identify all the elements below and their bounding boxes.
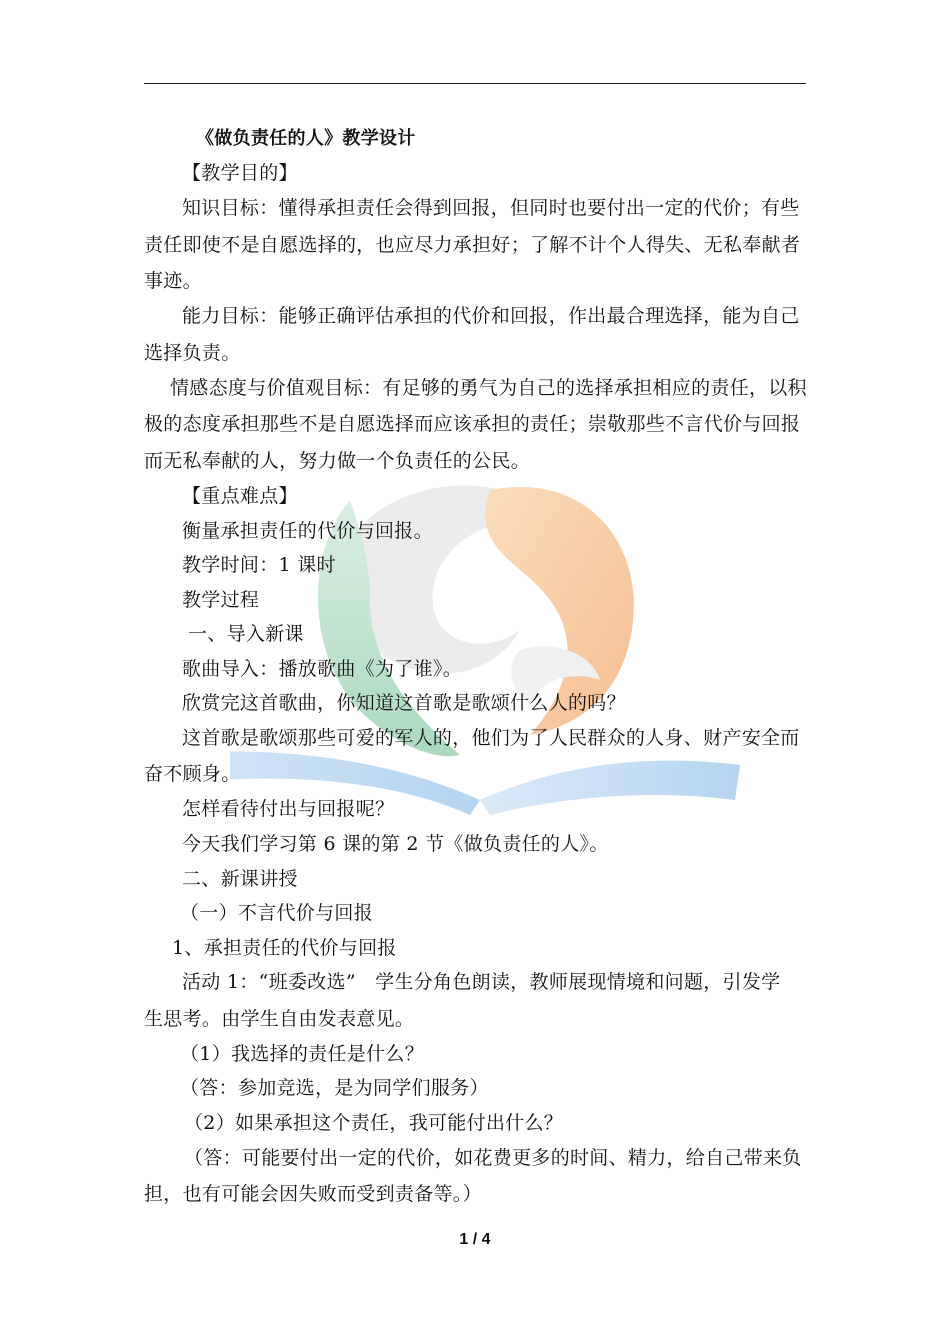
paragraph-line: 奋不顾身。	[144, 763, 241, 785]
section-heading: 【教学目的】	[182, 162, 298, 184]
paragraph-line: 歌曲导入：播放歌曲《为了谁》。	[182, 658, 463, 680]
paragraph-line: 教学时间：1 课时	[182, 554, 336, 576]
paragraph-line: 选择负责。	[144, 342, 241, 364]
section-heading: 【重点难点】	[182, 485, 298, 507]
paragraph-line: 担，也有可能会因失败而受到责备等。）	[144, 1183, 482, 1205]
paragraph-line: 事迹。	[144, 270, 202, 292]
paragraph-line: 这首歌是歌颂那些可爱的军人的，他们为了人民群众的人身、财产安全而	[182, 727, 800, 749]
paragraph-line: 欣赏完这首歌曲，你知道这首歌是歌颂什么人的吗？	[182, 692, 626, 714]
paragraph-line: 1、承担责任的代价与回报	[172, 937, 397, 959]
paragraph-line: （一）不言代价与回报	[180, 902, 374, 924]
paragraph-line: 能力目标：能够正确评估承担的代价和回报，作出最合理选择，能为自己	[182, 305, 800, 327]
paragraph-line: 衡量承担责任的代价与回报。	[182, 520, 433, 542]
paragraph-line: （答：可能要付出一定的代价，如花费更多的时间、精力，给自己带来负	[184, 1147, 802, 1169]
paragraph-line: 活动 1：“班委改选” 学生分角色朗读，教师展现情境和问题，引发学	[182, 971, 781, 993]
paragraph-line: 教学过程	[182, 589, 260, 611]
paragraph-line: 责任即使不是自愿选择的，也应尽力承担好；了解不计个人得失、无私奉献者	[144, 234, 801, 256]
header-rule	[144, 83, 806, 84]
document-title: 《做负责任的人》教学设计	[196, 128, 416, 149]
paragraph-line: 而无私奉献的人，努力做一个负责任的公民。	[144, 450, 531, 472]
paragraph-line: 极的态度承担那些不是自愿选择而应该承担的责任；崇敬那些不言代价与回报	[144, 413, 801, 435]
paragraph-line: 怎样看待付出与回报呢？	[182, 798, 395, 820]
section-heading: 二、新课讲授	[182, 868, 298, 890]
paragraph-line: 知识目标：懂得承担责任会得到回报，但同时也要付出一定的代价；有些	[182, 197, 800, 219]
section-heading: 一、导入新课	[188, 623, 304, 645]
paragraph-line: 今天我们学习第 6 课的第 2 节《做负责任的人》。	[182, 833, 609, 855]
paragraph-line: （1）我选择的责任是什么？	[180, 1043, 424, 1065]
logo-book-right	[480, 761, 740, 815]
page-number: 1 / 4	[459, 1231, 491, 1248]
paragraph-line: （答：参加竞选，是为同学们服务）	[180, 1077, 489, 1099]
paragraph-line: 情感态度与价值观目标：有足够的勇气为自己的选择承担相应的责任，以积	[170, 377, 807, 399]
paragraph-line: （2）如果承担这个责任，我可能付出什么？	[184, 1112, 564, 1134]
paragraph-line: 生思考。由学生自由发表意见。	[144, 1008, 415, 1030]
